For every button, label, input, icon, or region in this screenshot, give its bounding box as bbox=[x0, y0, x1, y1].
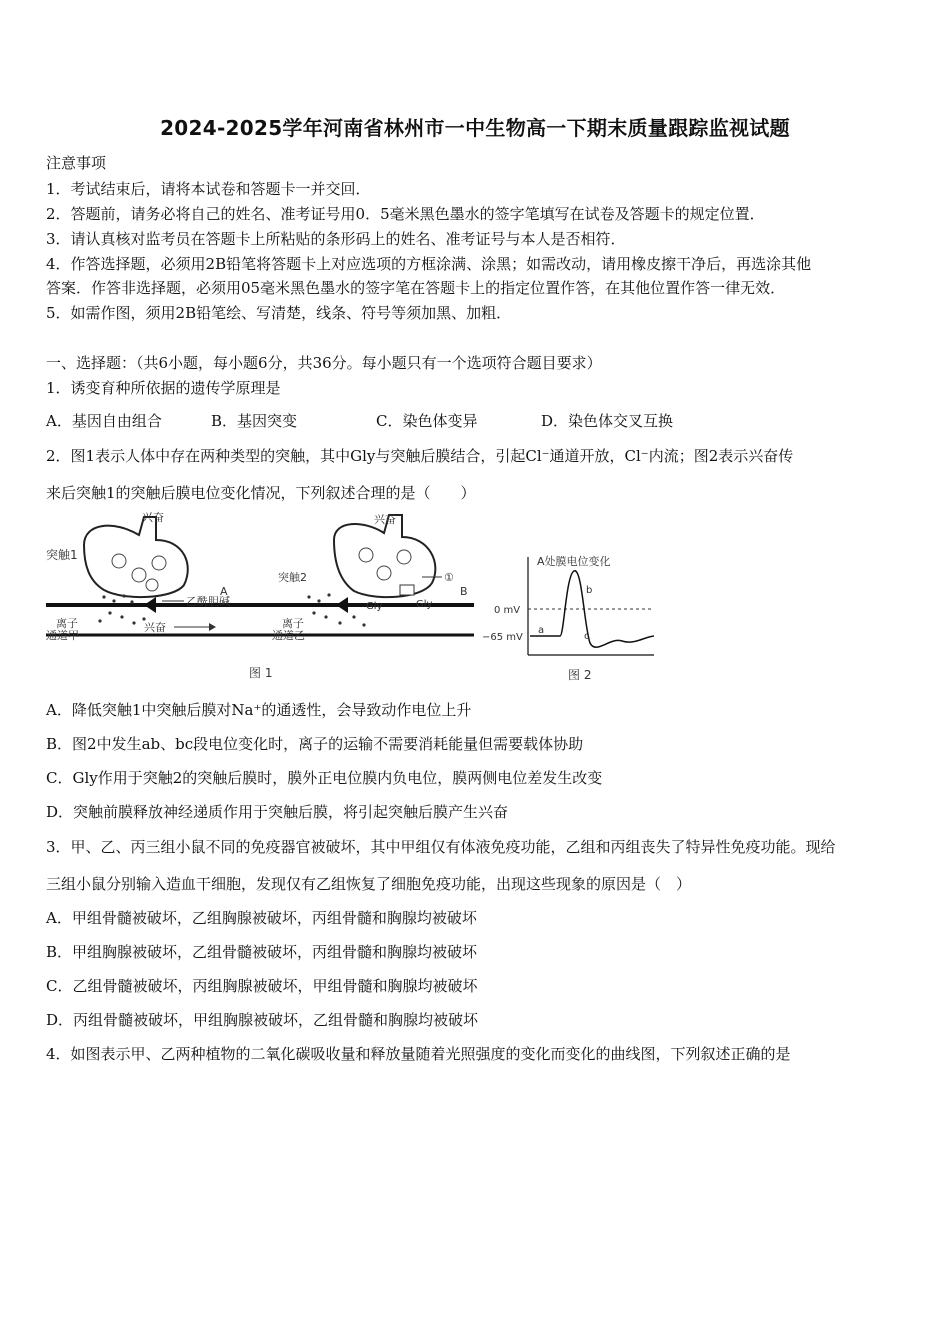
synapse2-terminal bbox=[334, 515, 435, 597]
notice-item: 5．如需作图，须用2B铅笔绘、写清楚，线条、符号等须加黑、加粗． bbox=[46, 304, 512, 322]
q1-stem: 1．诱变育种所依据的遗传学原理是 bbox=[46, 379, 281, 397]
notice-item: 答案．作答非选择题，必须用05毫米黑色墨水的签字笔在答题卡上的指定位置作答，在其他位置作答一律无效． bbox=[46, 279, 786, 297]
q1-option-a: A．基因自由组合 bbox=[46, 412, 162, 430]
ion-label-2: 离子 bbox=[282, 617, 304, 630]
q2-option-a: A．降低突触1中突触后膜对Na⁺的通透性，会导致动作电位上升 bbox=[46, 701, 472, 719]
q3-stem-line1: 3．甲、乙、丙三组小鼠不同的免疫器官被破坏，其中甲组仅有体液免疫功能，乙组和丙组丧失了特异性免疫功能。现给 bbox=[46, 838, 836, 856]
transporter-icon bbox=[400, 585, 414, 595]
channel-b-label: 通道乙 bbox=[272, 629, 305, 642]
gly-label-1: Gly bbox=[366, 601, 383, 612]
ach-label: 乙酰胆碱 bbox=[186, 595, 230, 608]
ion-label-1: 离子 bbox=[56, 617, 78, 630]
point-a: a bbox=[538, 625, 545, 636]
notice-item: 2．答题前，请务必将自己的姓名、准考证号用0．5毫米黑色墨水的签字笔填写在试卷及答题卡的规定位置． bbox=[46, 205, 765, 223]
ion-dots bbox=[98, 594, 145, 624]
ion-dots bbox=[307, 593, 365, 626]
notice-item: 3．请认真核对监考员在答题卡上所粘贴的条形码上的姓名、准考证号与本人是否相符． bbox=[46, 230, 626, 248]
q2-figure bbox=[44, 505, 664, 690]
q1-option-d: D．染色体交叉互换 bbox=[541, 412, 674, 430]
q3-option-d: D．丙组骨髓被破坏，甲组胸腺被破坏，乙组骨髓和胸腺均被破坏 bbox=[46, 1011, 479, 1029]
notice-item: 1．考试结束后，请将本试卷和答题卡一并交回． bbox=[46, 180, 371, 198]
q3-option-a: A．甲组骨髓被破坏，乙组胸腺被破坏，丙组骨髓和胸腺均被破坏 bbox=[46, 909, 477, 927]
point-b: b bbox=[586, 585, 593, 596]
point-b-label: B bbox=[460, 585, 468, 598]
circle1-label: ① bbox=[444, 571, 454, 584]
q2-option-b: B．图2中发生ab、bc段电位变化时，离子的运输不需要消耗能量但需要载体协助 bbox=[46, 735, 584, 753]
excite-label-3: 兴奋 bbox=[374, 513, 396, 526]
receptor-channel-b bbox=[336, 597, 348, 613]
q2-option-c: C．Gly作用于突触2的突触后膜时，膜外正电位膜内负电位，膜两侧电位差发生改变 bbox=[46, 769, 603, 787]
excite-label-2: 兴奋 bbox=[144, 621, 166, 634]
receptor-channel-a bbox=[144, 597, 156, 613]
q4-stem: 4．如图表示甲、乙两种植物的二氧化碳吸收量和释放量随着光照强度的变化而变化的曲线图，下列叙述正确的是 bbox=[46, 1045, 791, 1063]
fig1-caption: 图 1 bbox=[249, 666, 273, 680]
excite-label-1: 兴奋 bbox=[142, 511, 164, 524]
channel-a-label: 通道甲 bbox=[46, 629, 79, 642]
section-heading: 一、选择题：（共6小题，每小题6分，共36分。每小题只有一个选项符合题目要求） bbox=[46, 354, 602, 372]
y-label-top: 0 mV bbox=[494, 605, 521, 616]
synapse2-label: 突触2 bbox=[278, 571, 307, 584]
page-title: 2024-2025学年河南省林州市一中生物高一下期末质量跟踪监视试题 bbox=[160, 116, 790, 140]
q1-option-b: B．基因突变 bbox=[211, 412, 298, 430]
chart-title: A处膜电位变化 bbox=[537, 555, 611, 568]
q3-option-b: B．甲组胸腺被破坏，乙组骨髓被破坏，丙组骨髓和胸腺均被破坏 bbox=[46, 943, 478, 961]
q1-options bbox=[46, 410, 673, 431]
point-a-label: A bbox=[220, 585, 228, 598]
fig2-caption: 图 2 bbox=[568, 668, 592, 682]
synapse1-label: 突触1 bbox=[46, 548, 78, 562]
q3-option-c: C．乙组骨髓被破坏，丙组胸腺被破坏，甲组骨髓和胸腺均被破坏 bbox=[46, 977, 478, 995]
q2-stem-line1: 2．图1表示人体中存在两种类型的突触，其中Gly与突触后膜结合，引起Cl⁻通道开放，Cl⁻内流；图2表示兴奋传 bbox=[46, 447, 794, 465]
q2-stem-line2: 来后突触1的突触后膜电位变化情况，下列叙述合理的是（ ） bbox=[46, 484, 476, 502]
point-c: c bbox=[584, 631, 590, 642]
notice-heading: 注意事项 bbox=[46, 154, 107, 172]
arrow-head-icon bbox=[209, 623, 216, 631]
gly-label-2: Gly bbox=[416, 599, 433, 610]
q2-option-d: D．突触前膜释放神经递质作用于突触后膜，将引起突触后膜产生兴奋 bbox=[46, 803, 509, 821]
q1-option-c: C．染色体变异 bbox=[376, 412, 478, 430]
y-label-bottom: −65 mV bbox=[482, 632, 523, 643]
synapse1-terminal bbox=[84, 517, 188, 597]
q3-stem-line2: 三组小鼠分别输入造血干细胞，发现仅有乙组恢复了细胞免疫功能，出现这些现象的原因是（ ） bbox=[46, 875, 692, 893]
notice-item: 4．作答选择题，必须用2B铅笔将答题卡上对应选项的方框涂满、涂黑；如需改动，请用橡皮擦干净后，再选涂其他 bbox=[46, 255, 812, 273]
